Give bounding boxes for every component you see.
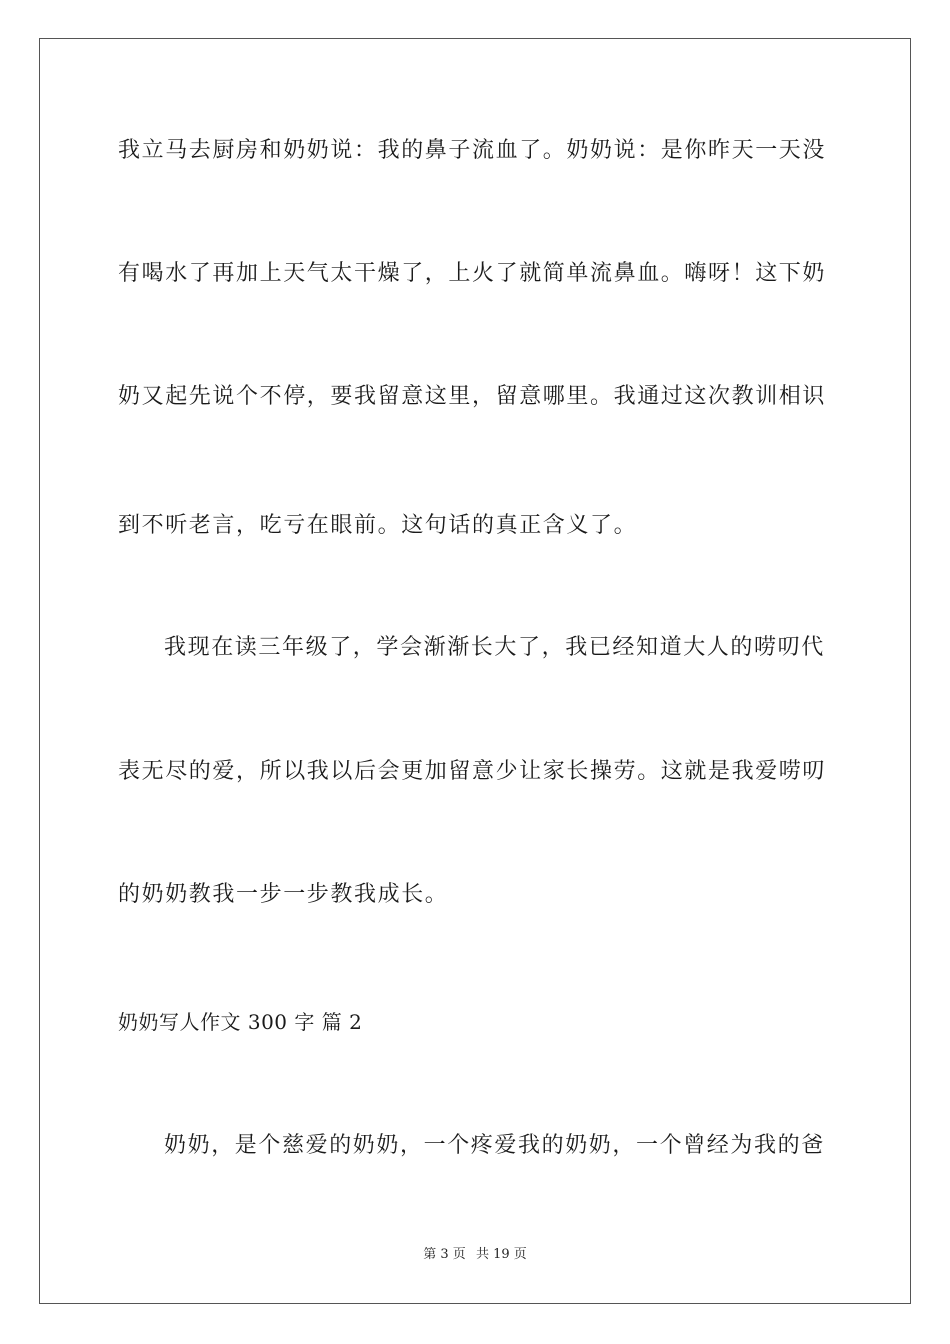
- paragraph-line-6: 表无尽的爱，所以我以后会更加留意少让家长操劳。这就是我爱唠叨: [118, 759, 827, 784]
- paragraph-line-3: 奶又起先说个不停，要我留意这里，留意哪里。我通过这次教训相识: [118, 384, 827, 409]
- paragraph-line-5: 我现在读三年级了，学会渐渐长大了，我已经知道大人的唠叨代: [164, 635, 825, 660]
- section2-line-1: 奶奶，是个慈爱的奶奶，一个疼爱我的奶奶，一个曾经为我的爸: [164, 1133, 825, 1158]
- section-title: 奶奶写人作文 300 字 篇 2: [118, 1010, 363, 1034]
- page-number-current: 第 3 页: [423, 1247, 466, 1262]
- paragraph-line-4: 到不听老言，吃亏在眼前。这句话的真正含义了。: [118, 513, 638, 538]
- paragraph-line-7: 的奶奶教我一步一步教我成长。: [118, 882, 449, 907]
- paragraph-line-1: 我立马去厨房和奶奶说：我的鼻子流血了。奶奶说：是你昨天一天没: [118, 138, 827, 163]
- page-number-total: 共 19 页: [475, 1247, 527, 1262]
- page-footer: [0, 1246, 950, 1264]
- page-border: [39, 38, 911, 1304]
- paragraph-line-2: 有喝水了再加上天气太干燥了，上火了就简单流鼻血。嗨呀！这下奶: [118, 261, 827, 286]
